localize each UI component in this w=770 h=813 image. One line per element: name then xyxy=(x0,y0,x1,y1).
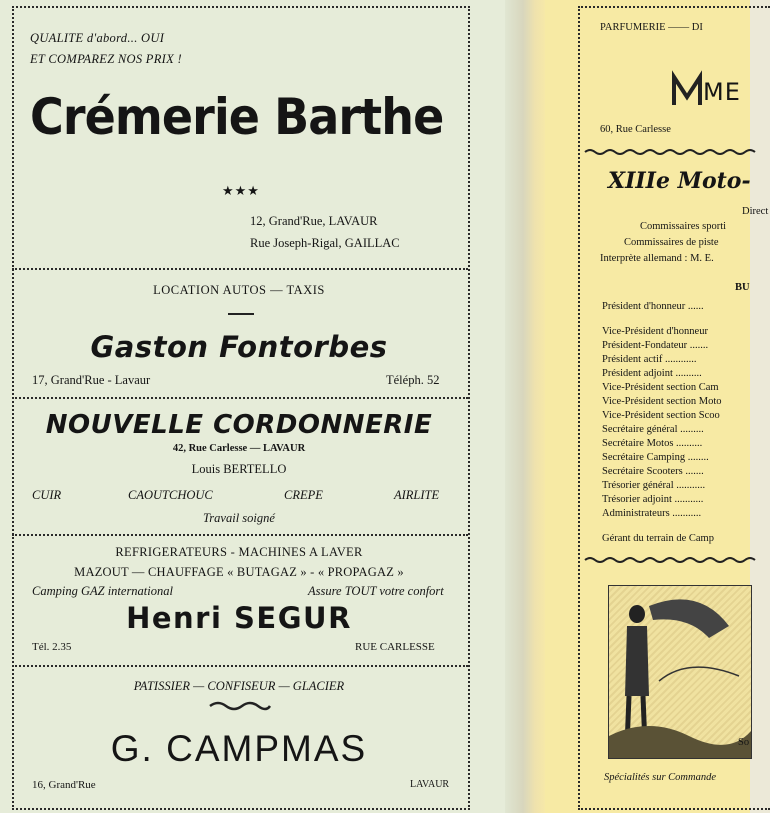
segur-line-3-left: Camping GAZ international xyxy=(32,584,173,598)
divider xyxy=(12,268,468,270)
segur-street: RUE CARLESSE xyxy=(355,641,435,653)
role-line: Secrétaire Motos .......... xyxy=(602,438,703,449)
official-line: Commissaires sporti xyxy=(640,221,727,232)
segur-line-2: MAZOUT — CHAUFFAGE « BUTAGAZ » - « PROPAGAZ » xyxy=(74,565,404,579)
official-line: Commissaires de piste xyxy=(624,237,719,248)
official-line: Interprète allemand : M. E. xyxy=(600,253,714,264)
bureau-heading: BU xyxy=(735,282,750,293)
role-line: Président-Fondateur ....... xyxy=(602,340,709,351)
fontorbes-headline: LOCATION AUTOS — TAXIS xyxy=(153,283,325,297)
role-line: Trésorier adjoint ........... xyxy=(602,494,704,505)
role-line: Administrateurs ........... xyxy=(602,508,702,519)
role-line: Secrétaire général ......... xyxy=(602,424,704,435)
perfumery-line: PARFUMERIE —— DI xyxy=(600,22,703,33)
barthe-name: Crémerie Barthe xyxy=(30,88,444,146)
barthe-address-1: 12, Grand'Rue, LAVAUR xyxy=(250,214,378,228)
campmas-trades: PATISSIER — CONFISEUR — GLACIER xyxy=(133,679,345,693)
segur-line-1: REFRIGERATEURS - MACHINES A LAVER xyxy=(115,545,363,559)
directors-line: Direct xyxy=(742,206,769,217)
fontorbes-address: 17, Grand'Rue - Lavaur xyxy=(32,373,151,387)
cordonnerie-product: AIRLITE xyxy=(394,488,440,502)
cordonnerie-address: 42, Rue Carlesse — LAVAUR xyxy=(172,443,306,454)
cordonnerie-product: CREPE xyxy=(284,488,323,502)
cordonnerie-owner: Louis BERTELLO xyxy=(191,462,287,476)
page-gutter xyxy=(505,0,545,813)
role-line: Président actif ............ xyxy=(602,354,697,365)
illustration-caption: So xyxy=(738,737,750,748)
campmas-address: 16, Grand'Rue xyxy=(32,779,96,791)
barthe-address-2: Rue Joseph-Rigal, GAILLAC xyxy=(250,236,400,250)
footer-specialties: Spécialités sur Commande xyxy=(604,772,716,783)
divider xyxy=(12,665,468,667)
barthe-slogan-1: QUALITE d'abord... OUI xyxy=(30,31,165,45)
segur-phone: Tél. 2.35 xyxy=(32,641,72,653)
engraving-illustration xyxy=(608,585,752,759)
figure-icon xyxy=(609,586,751,758)
campmas-name: G. CAMPMAS xyxy=(110,728,368,769)
ornament-wave xyxy=(585,148,755,156)
divider xyxy=(12,397,468,399)
role-line: Président adjoint .......... xyxy=(602,368,702,379)
role-line: Secrétaire Scooters ....... xyxy=(602,466,704,477)
logo-text: ME xyxy=(703,78,741,106)
role-line: Vice-Président section Moto xyxy=(602,396,722,407)
ornament-wave xyxy=(585,556,755,564)
barthe-stars: ★★★ xyxy=(222,183,260,198)
rally-title: XIIIe Moto- xyxy=(608,168,751,194)
role-line: Vice-Président section Scoo xyxy=(602,410,720,421)
ornament-wave xyxy=(208,700,272,712)
logo-m-icon xyxy=(672,75,702,107)
cordonnerie-product: CUIR xyxy=(32,488,62,502)
cordonnerie-tagline: Travail soigné xyxy=(203,511,275,525)
role-line: Secrétaire Camping ........ xyxy=(602,452,709,463)
role-line: Vice-Président section Cam xyxy=(602,382,719,393)
segur-name: Henri SEGUR xyxy=(126,601,352,635)
segur-line-3-right: Assure TOUT votre confort xyxy=(308,584,444,598)
campmas-town: LAVAUR xyxy=(410,779,450,790)
divider xyxy=(228,313,254,315)
role-line: Président d'honneur ...... xyxy=(602,301,704,312)
fontorbes-phone: Téléph. 52 xyxy=(386,373,440,387)
cordonnerie-product: CAOUTCHOUC xyxy=(128,488,213,502)
barthe-slogan-2: ET COMPAREZ NOS PRIX ! xyxy=(30,52,182,66)
divider xyxy=(12,534,468,536)
terrain-line: Gérant du terrain de Camp xyxy=(602,533,714,544)
role-line: Vice-Président d'honneur xyxy=(602,326,708,337)
fontorbes-name: Gaston Fontorbes xyxy=(90,330,388,364)
role-line: Trésorier général ........... xyxy=(602,480,706,491)
cordonnerie-name: NOUVELLE CORDONNERIE xyxy=(45,410,433,440)
perfumery-address: 60, Rue Carlesse xyxy=(600,124,671,135)
